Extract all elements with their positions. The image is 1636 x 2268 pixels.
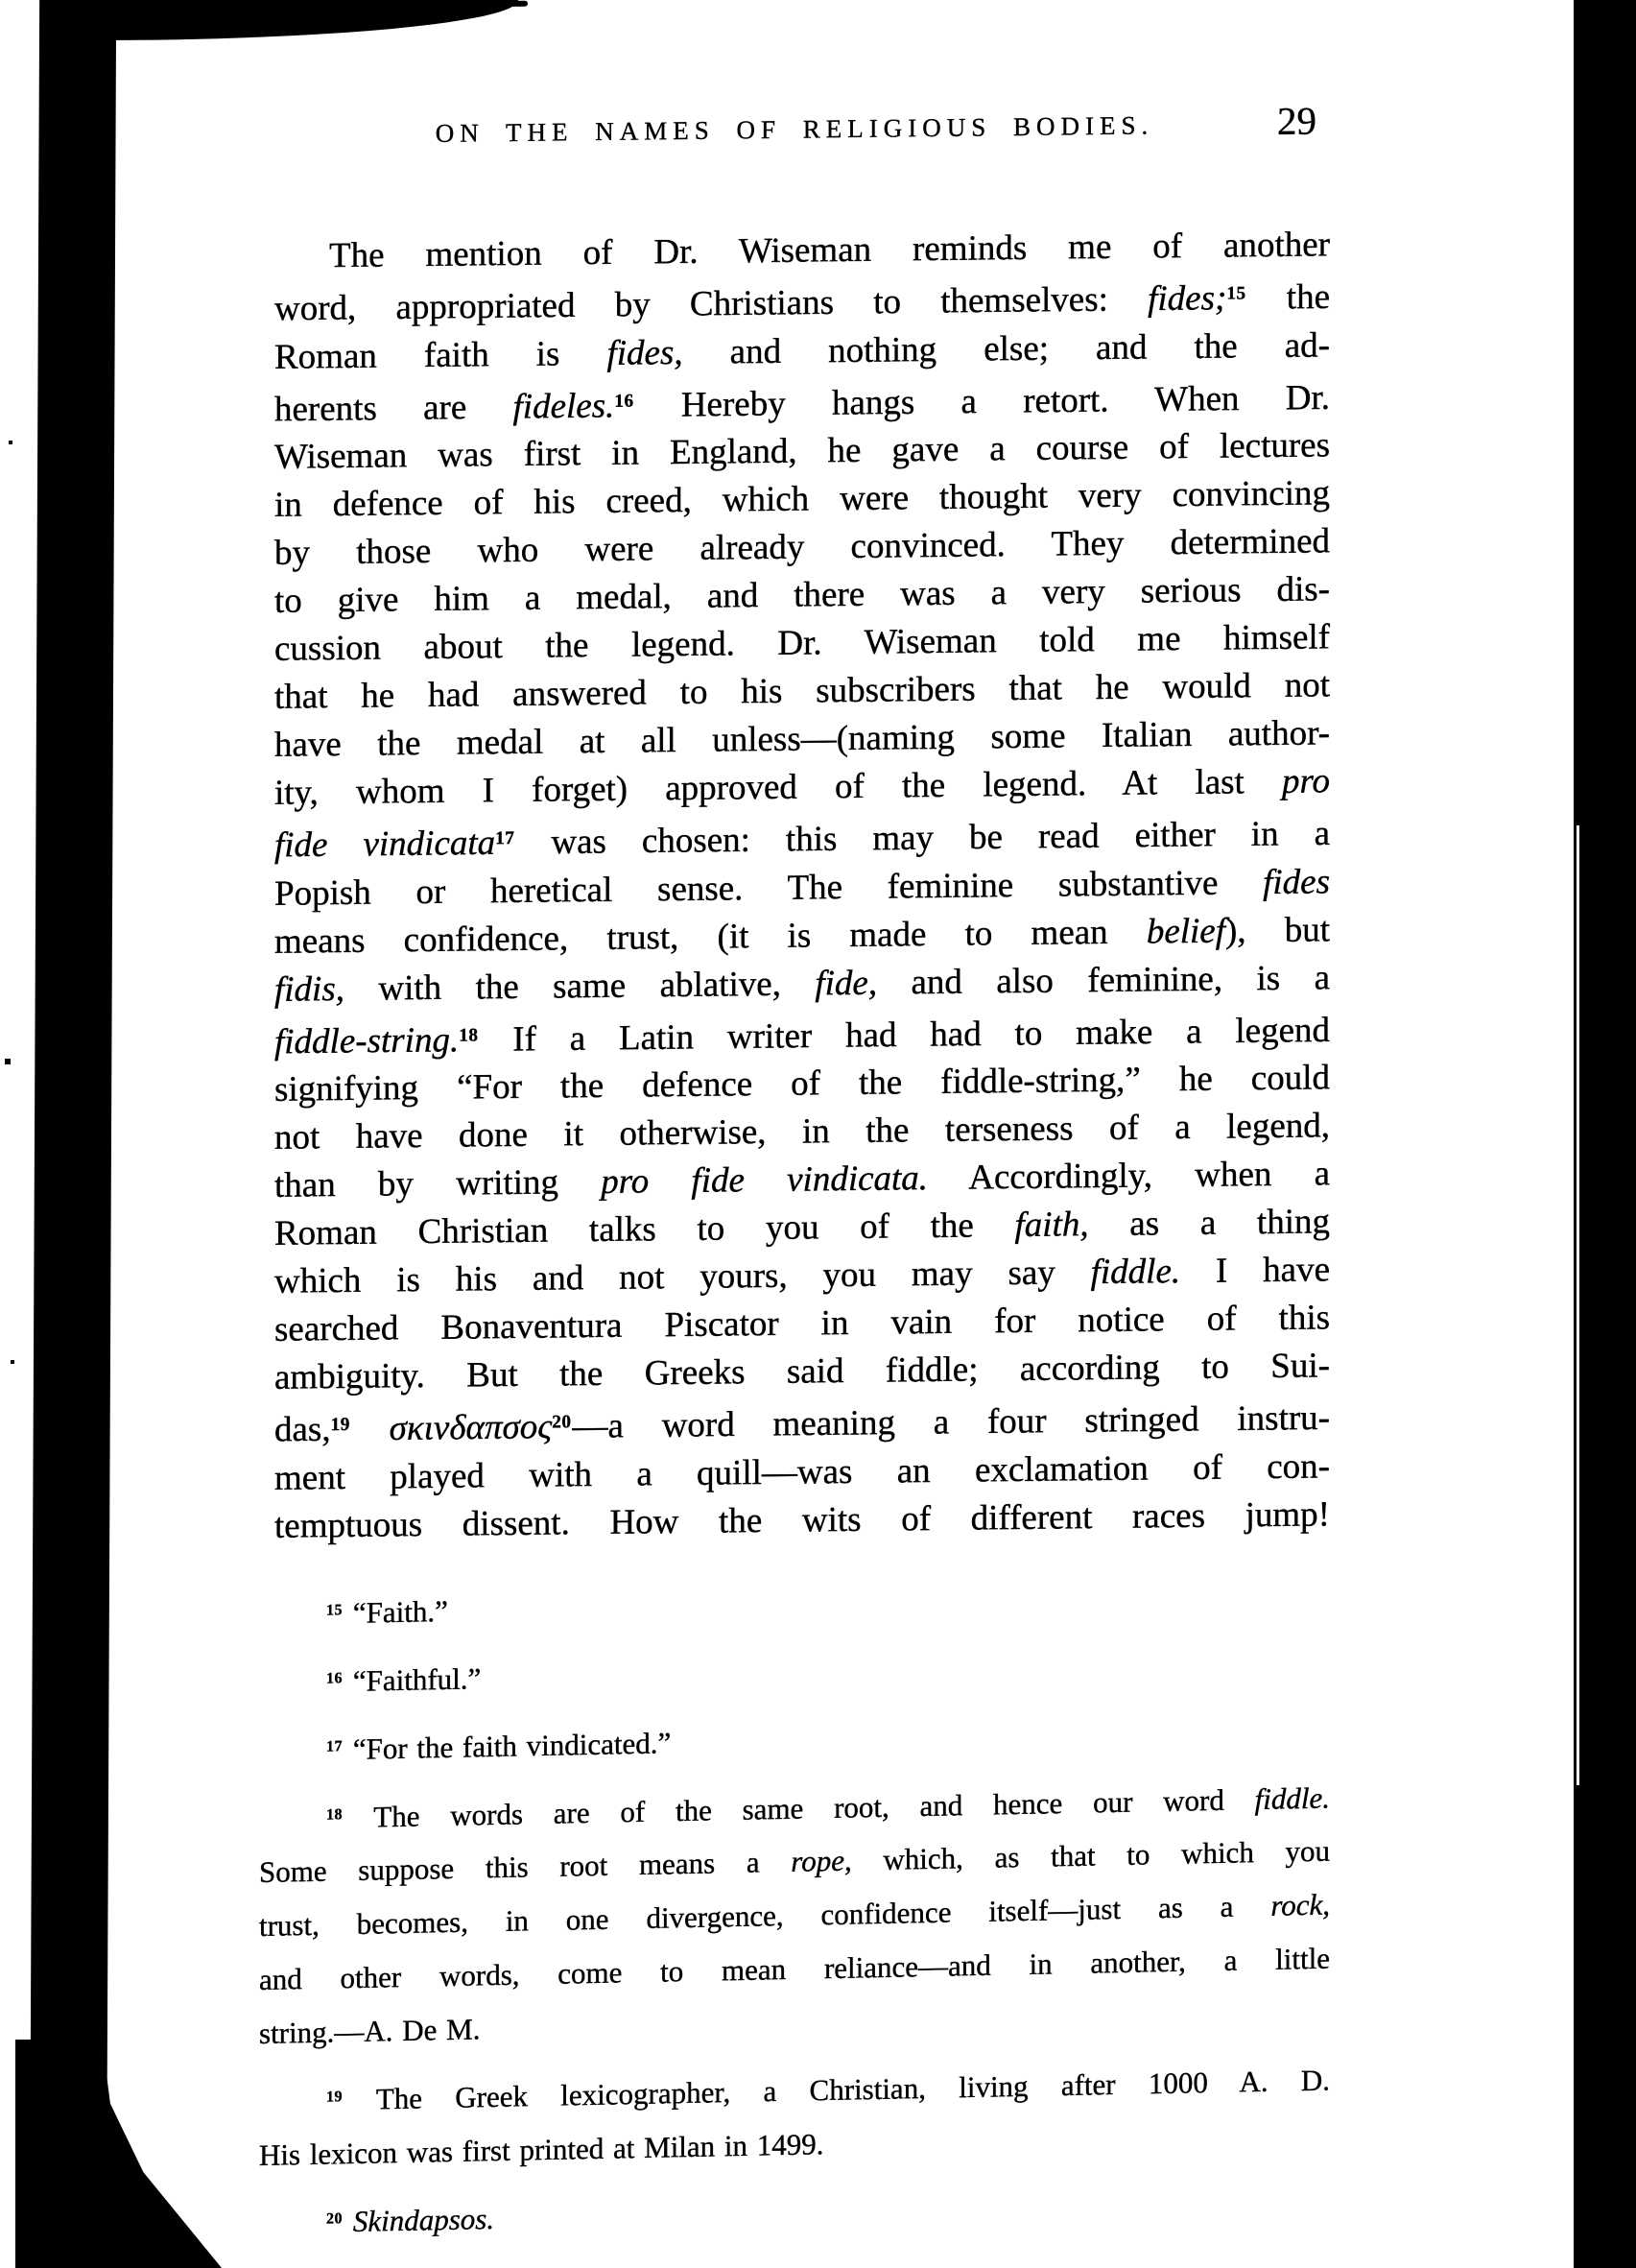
body-line: in defence of his creed, which were thought very convincing [274,473,1330,525]
scan-edge-gap-line [1577,825,1579,1785]
scan-edge-shadow-right [1574,0,1636,2268]
running-header [259,98,1330,179]
body-line: herents are fideles.$^{16}$ Hereby hangs a retort. When Dr. [274,377,1331,429]
footnote [259,1632,1330,1709]
scan-speckles [0,0,2,2]
body-line: by those who were already convinced. They determined [274,521,1330,573]
footnote-line: $^{15}$ “Faith.” [326,1593,448,1631]
footnotes [259,1564,1330,2252]
body-line: not have done it otherwise, in the terseness of a legend, [274,1106,1330,1158]
body-line: that he had answered to his subscribers that he would not [274,665,1330,717]
body-line: searched Bonaventura Piscator in vain for notice of this [274,1298,1330,1350]
body-line: have the medal at all unless—(naming some Italian author- [274,713,1330,765]
scan-corner-shadow-bottom-left [15,2040,222,2268]
footnote [259,2051,1330,2183]
page-content [259,0,1330,2268]
body-line: word, appropriated by Christians to themselves: fides;$^{15}$ the [274,276,1330,329]
page-number: 29 [1277,98,1316,143]
running-header-title: ON THE NAMES OF RELIGIOUS BODIES. [435,110,1154,148]
body-line: which is his and not yours, you may say fiddle. I have [274,1250,1330,1302]
footnote-line: $^{16}$ “Faithful.” [326,1661,482,1698]
footnote [259,1768,1330,2061]
body-line: Popish or heretical sense. The feminine substantive fides [274,862,1330,914]
body-line: temptuous dissent. How the wits of different races jump! [274,1494,1330,1546]
footnote-line: $^{17}$ “For the faith vindicated.” [326,1725,672,1766]
scan-binding-shadow-left [30,0,116,2268]
body-line: The mention of Dr. Wiseman reminds me of another [329,225,1330,276]
body-line: fidis, with the same ablative, fide, and also feminine, is a [274,958,1330,1010]
body-line: cussion about the legend. Dr. Wiseman told me himself [274,617,1330,669]
body-line: fiddle-string.$^{18}$ If a Latin writer had had to make a legend [274,1010,1330,1062]
footnote [259,2173,1330,2251]
body-line: Roman Christian talks to you of the faith, as a thing [274,1202,1330,1254]
body-line: means confidence, trust, (it is made to mean belief), but [274,910,1330,962]
footnote-line: Some suppose this root means a rope, which, as that to which you [259,1834,1330,1890]
body-line: signifying “For the defence of the fiddle-string,” he could [274,1058,1330,1110]
footnote-line: trust, becomes, in one divergence, confidence itself—just as a rock, [259,1888,1330,1944]
footnote-line: $^{19}$ The Greek lexicographer, a Christian, living after 1000 A. D. [326,2063,1330,2117]
footnote-line: $^{18}$ The words are of the same root, and hence our word fiddle. [326,1780,1330,1834]
footnote [259,1700,1330,1778]
footnote-line: string.—A. De M. [259,2012,481,2051]
body-line: Roman faith is fides, and nothing else; and the ad- [274,324,1330,377]
footnote-line: His lexicon was first printed at Milan in 1499. [259,2127,824,2173]
body-line: ment played with a quill—was an exclamation of con- [274,1446,1330,1498]
body-line: Wiseman was first in England, he gave a course of lectures [274,425,1330,477]
body-line: to give him a medal, and there was a very serious dis- [274,569,1330,621]
body-line: das,$^{19}$ σκινδαπσος$^{20}$—a word meaning a four stringed instru- [274,1398,1330,1450]
footnote-line: and other words, come to mean reliance—and in another, a little [259,1942,1330,1997]
body-line: ity, whom I forget) approved of the legend. At last pro [274,761,1330,813]
footnote [259,1564,1330,1642]
body-line: fide vindicata$^{17}$ was chosen: this may be read either in a [274,814,1330,866]
body-line: than by writing pro fide vindicata. Accordingly, when a [274,1154,1330,1206]
body-text [274,221,1330,1550]
body-line: ambiguity. But the Greeks said fiddle; according to Sui- [274,1346,1330,1398]
footnote-line: $^{20}$ Skindapsos. [326,2202,495,2239]
